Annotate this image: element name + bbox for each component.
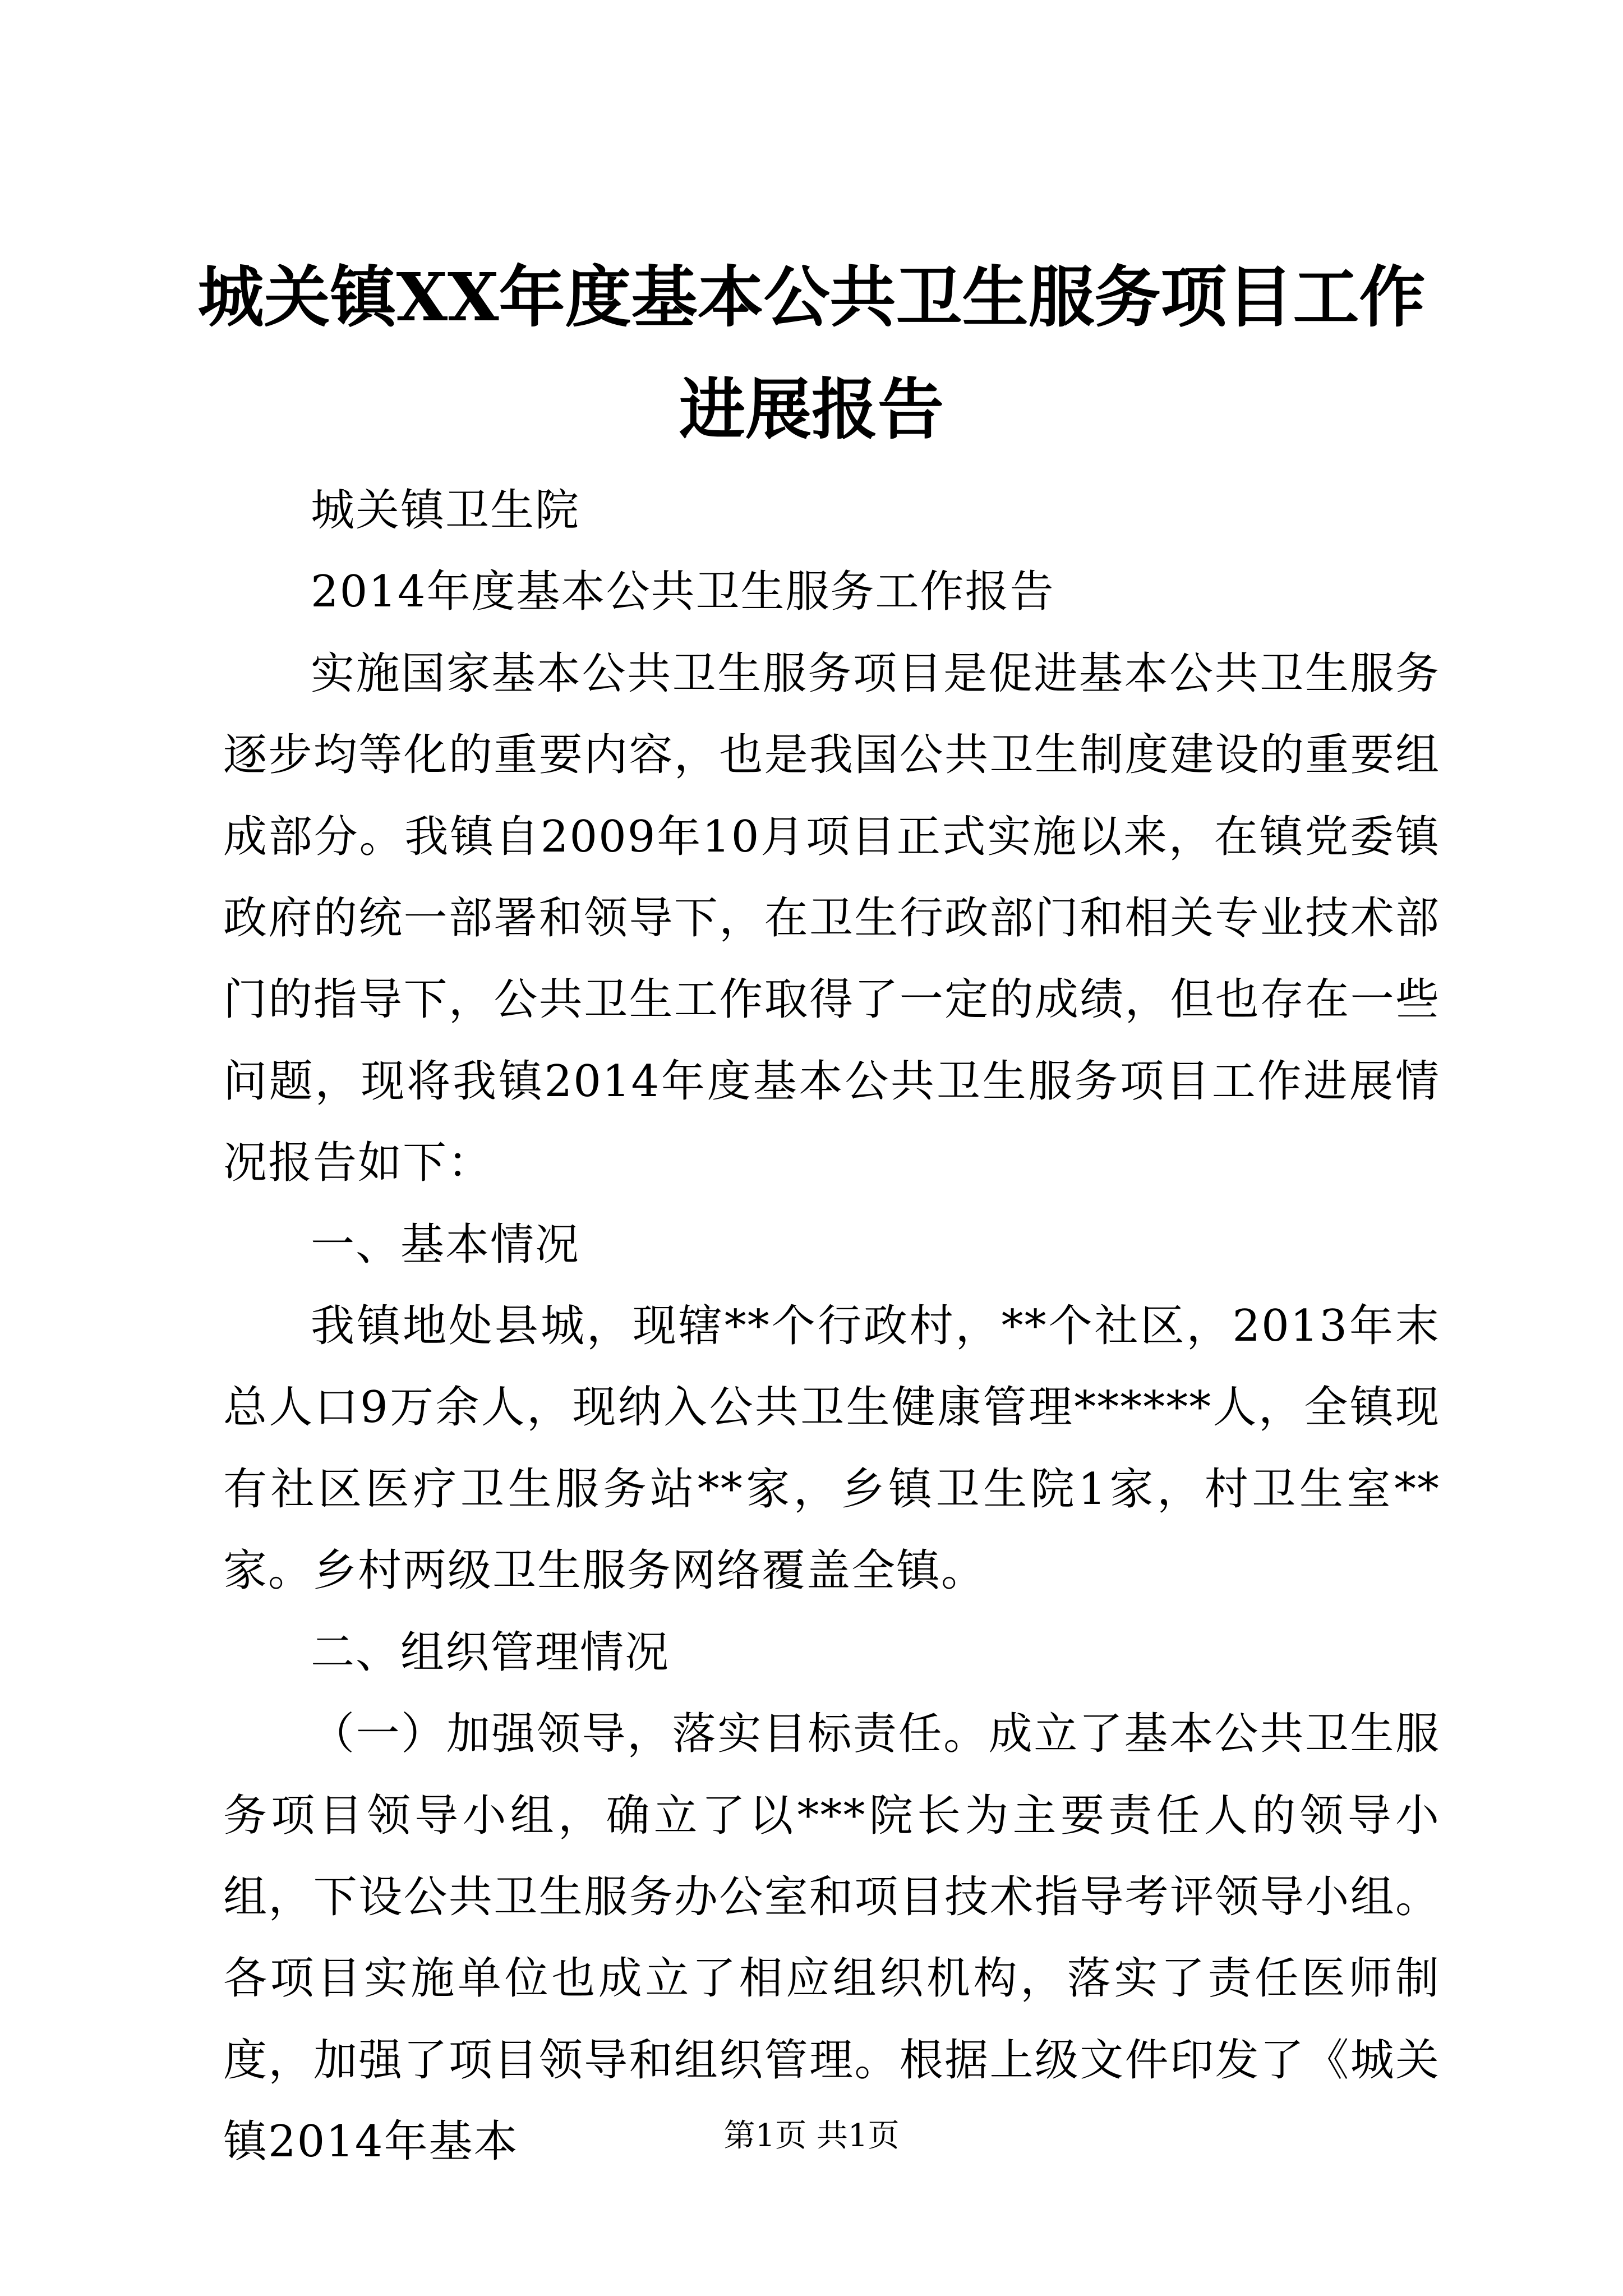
section-heading-basic: 一、基本情况 xyxy=(311,1219,580,1270)
page-footer: 第1页 共1页 xyxy=(723,2118,900,2154)
paragraph-introduction: 实施国家基本公共卫生服务项目是促进基本公共卫生服务逐步均等化的重要内容，也是我国公共卫生制度建设的重要组成部分。我镇自2009年10月项目正式实施以来，在镇党委镇政府的统一部署和领导下，在卫生行政部门和相关专业技术部门的指导下，公共卫生工作取得了一定的成绩，但也存在一些问题，现将我镇2014年度基本公共卫生服务项目工作进展情况报告如下： xyxy=(223,648,1440,1189)
document-body xyxy=(223,470,1440,2183)
paragraph-report-subtitle: 2014年度基本公共卫生服务工作报告 xyxy=(311,567,1055,618)
document-title: 城关镇XX年度基本公共卫生服务项目工作进展报告 xyxy=(197,258,1426,448)
paragraph-leadership: （一）加强领导，落实目标责任。成立了基本公共卫生服务项目领导小组，确立了以***院长为主要责任人的领导小组，下设公共卫生服务办公室和项目技术指导考评领导小组。各项目实施单位也成立了相应组织机构，落实了责任医师制度，加强了项目领导和组织管理。根据上级文件印发了《城关镇2014年基本 xyxy=(223,1709,1440,2168)
section-heading-management: 二、组织管理情况 xyxy=(311,1627,670,1678)
paragraph-basic-situation: 我镇地处县城，现辖**个行政村，**个社区，2013年末总人口9万余人，现纳入公共卫生健康管理******人，全镇现有社区医疗卫生服务站**家，乡镇卫生院1家，村卫生室**家。乡村两级卫生服务网络覆盖全镇。 xyxy=(223,1301,1440,1596)
paragraph-organization: 城关镇卫生院 xyxy=(311,485,580,536)
